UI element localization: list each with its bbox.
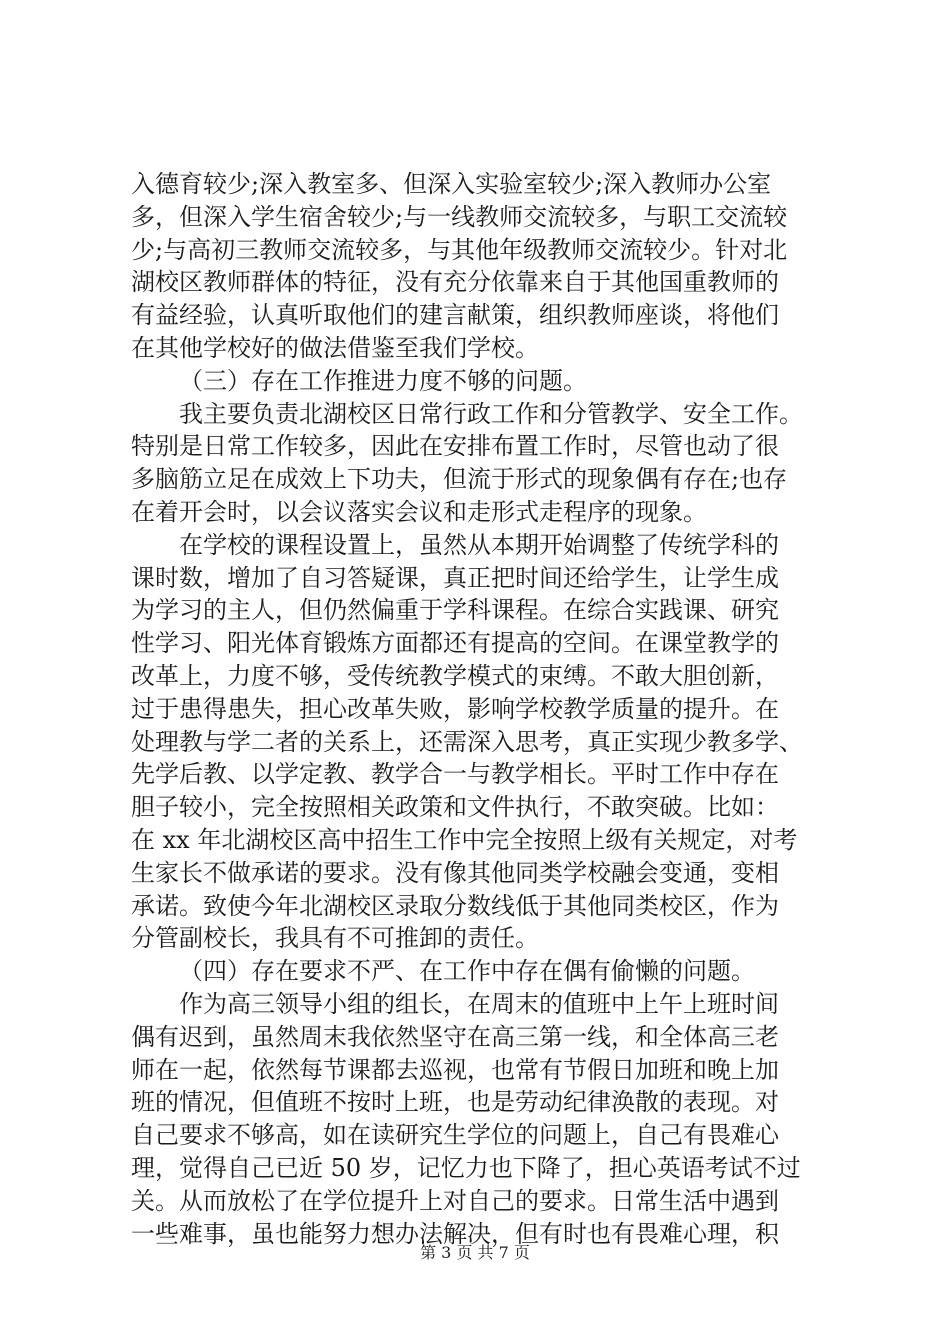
text-line: 过于患得患失，担心改革失败，影响学校教学质量的提升。在 xyxy=(131,694,779,723)
text-line: 有益经验，认真听取他们的建言献策，组织教师座谈，将他们 xyxy=(131,301,779,330)
text-line: 少;与高初三教师交流较多，与其他年级教师交流较少。针对北 xyxy=(131,235,788,264)
text-line: 在着开会时，以会议落实会议和走形式走程序的现象。 xyxy=(131,497,707,526)
text-line: 性学习、阳光体育锻炼方面都还有提高的空间。在课堂教学的 xyxy=(131,629,779,658)
document-body xyxy=(131,168,831,1250)
text-line: 课时数，增加了自习答疑课，真正把时间还给学生，让学生成 xyxy=(131,563,779,592)
text-line: 我主要负责北湖校区日常行政工作和分管教学、安全工作。 xyxy=(179,399,803,428)
text-line: 理，觉得自己已近 50 岁，记忆力也下降了，担心英语考试不过 xyxy=(131,1153,801,1182)
text-line: 关。从而放松了在学位提升上对自己的要求。日常生活中遇到 xyxy=(131,1186,779,1215)
text-line: 改革上，力度不够，受传统教学模式的束缚。不敢大胆创新， xyxy=(131,661,779,690)
text-line: 多，但深入学生宿舍较少;与一线教师交流较多，与职工交流较 xyxy=(131,202,788,231)
text-line: 班的情况，但值班不按时上班，也是劳动纪律涣散的表现。对 xyxy=(131,1088,779,1117)
text-line: 湖校区教师群体的特征，没有充分依靠来自于其他国重教师的 xyxy=(131,268,779,297)
text-line: 在其他学校好的做法借鉴至我们学校。 xyxy=(131,333,539,362)
text-line: 一些难事，虽也能努力想办法解决，但有时也有畏难心理，积 xyxy=(131,1219,779,1248)
text-line: 在学校的课程设置上，虽然从本期开始调整了传统学科的 xyxy=(179,530,779,559)
text-line: 分管副校长，我具有不可推卸的责任。 xyxy=(131,924,539,953)
page-footer: 第 3 页 共 7 页 xyxy=(420,1243,530,1262)
text-line: 入德育较少;深入教室多、但深入实验室较少;深入教师办公室 xyxy=(131,170,772,198)
text-line: 多脑筋立足在成效上下功夫，但流于形式的现象偶有存在;也存 xyxy=(131,465,788,494)
text-line: 自己要求不够高，如在读研究生学位的问题上，自己有畏难心 xyxy=(131,1121,779,1150)
text-line: 承诺。致使今年北湖校区录取分数线低于其他同类校区，作为 xyxy=(131,891,779,920)
text-line: 师在一起，依然每节课都去巡视，也常有节假日加班和晚上加 xyxy=(131,1055,779,1084)
text-line: 生家长不做承诺的要求。没有像其他同类学校融会变通，变相 xyxy=(131,858,779,887)
text-line: 为学习的主人，但仍然偏重于学科课程。在综合实践课、研究 xyxy=(131,596,779,625)
text-line: 先学后教、以学定教、教学合一与教学相长。平时工作中存在 xyxy=(131,760,779,789)
text-line: （三）存在工作推进力度不够的问题。 xyxy=(179,366,587,395)
text-line: （四）存在要求不严、在工作中存在偶有偷懒的问题。 xyxy=(179,957,755,986)
text-line: 在 xx 年北湖校区高中招生工作中完全按照上级有关规定，对考 xyxy=(131,825,798,854)
text-line: 胆子较小，完全按照相关政策和文件执行，不敢突破。比如： xyxy=(131,793,779,822)
text-line: 偶有迟到，虽然周末我依然坚守在高三第一线，和全体高三老 xyxy=(131,1022,779,1051)
text-line: 作为高三领导小组的组长，在周末的值班中上午上班时间 xyxy=(179,989,779,1018)
text-line: 处理教与学二者的关系上，还需深入思考，真正实现少教多学、 xyxy=(131,727,803,756)
text-line: 特别是日常工作较多，因此在安排布置工作时，尽管也动了很 xyxy=(131,432,779,461)
